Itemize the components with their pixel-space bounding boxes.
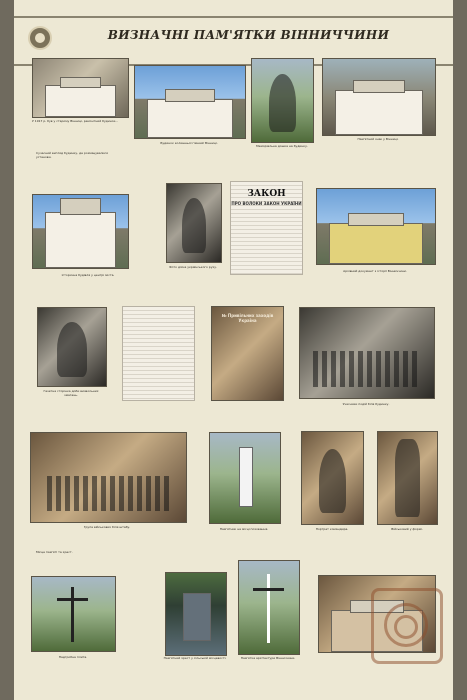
law-title: ЗАКОН [247, 189, 286, 199]
photo-cross [31, 576, 116, 652]
emblem-icon [28, 26, 52, 50]
caption-7: Фото діяча українського руху. [169, 265, 217, 269]
photo-field-cross [238, 560, 300, 655]
newspaper-page [211, 306, 284, 401]
caption-3: Меморіальна дошка на будинку. [256, 144, 308, 148]
photo-person-outdoors [251, 58, 314, 143]
photo-modern-building [32, 194, 129, 269]
watermark-logo [371, 588, 443, 664]
photo-monument [209, 432, 281, 524]
law-subtitle: ПРО ВОЛОКИ ЗАКОН УКРАЇНИ [231, 201, 302, 206]
photo-soldier [377, 431, 438, 525]
caption-13: Портрет командира. [315, 527, 349, 531]
caption-18: Пам'ятка архітектури Вінниччини. [240, 656, 296, 660]
caption-1: У 1917 р. був у старому Вінниці, ремонтний будинок... [32, 119, 119, 123]
caption-6: Історична будівля у центрі міста. [61, 273, 115, 277]
caption-8: Архівний документ з історії Вінниччини. [343, 269, 407, 273]
photo-portrait-1 [166, 183, 222, 263]
caption-2: Будинок колишньої гімназії Вінниці. [160, 141, 218, 145]
newspaper-title: № Привільних заходів Україна [221, 313, 274, 323]
caption-14: Військовий у формі. [391, 527, 423, 531]
photo-crowd [299, 307, 435, 399]
caption-16: Надгробна плита. [58, 655, 88, 659]
photo-street-building [134, 65, 246, 139]
poster-title: ВИЗНАЧНІ ПАМ'ЯТКИ ВІННИЧЧИНИ [107, 28, 390, 42]
caption-5: Сучасний вигляд будинку, де розміщувалися установи. [36, 151, 108, 159]
caption-10: Учасники подій біля будинку. [342, 402, 390, 406]
photo-grave-plaque [165, 572, 227, 656]
photo-old-building [32, 58, 129, 118]
photo-military-group [30, 432, 187, 523]
caption-12: Пам'ятник на місці поховання. [219, 527, 269, 531]
caption-11: Група військових біля штабу. [83, 525, 131, 529]
archive-document [122, 306, 195, 401]
photo-memorial-plaque [322, 58, 436, 136]
photo-portrait-2 [37, 307, 107, 387]
photo-yellow-building [316, 188, 436, 265]
caption-9: Газетна сторінка доби визвольних змагань. [43, 389, 99, 397]
law-document [230, 181, 303, 275]
caption-4: Пам'ятний знак у Вінниці. [357, 137, 399, 141]
caption-17: Пам'ятний хрест у сільській місцевості. [163, 656, 227, 660]
photo-commander-portrait [301, 431, 364, 525]
caption-15: Місце пам'яті та хрест. [36, 550, 73, 554]
